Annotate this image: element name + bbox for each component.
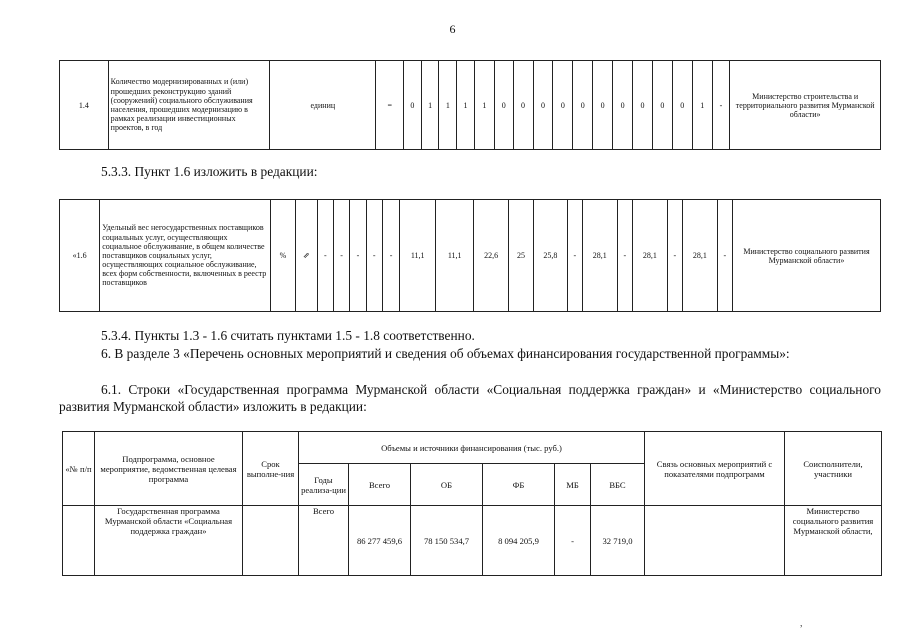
trend-arrow-icon: ⇗ [295, 200, 317, 312]
row-number [63, 506, 95, 576]
financing-table [62, 431, 882, 576]
value-cell: - [366, 200, 382, 312]
value-cell: 0 [613, 61, 633, 150]
header-total: Всего [349, 464, 411, 506]
value-cell: 22,6 [474, 200, 509, 312]
value-cell: 1 [457, 61, 475, 150]
coexecutors-cell: Министерство социального развития Мурманской области, [785, 506, 882, 576]
header-ob: ОБ [411, 464, 483, 506]
table-row [60, 61, 881, 150]
value-cell: 0 [672, 61, 692, 150]
unit-cell: % [270, 200, 295, 312]
table-row [60, 200, 881, 312]
paragraph-6-1: 6.1. Строки «Государственная программа Мурманской области «Социальная поддержка граждан» и «Министерство социального развития Мурманской области» изложить в редакции: [59, 382, 881, 414]
page-number: 6 [449, 22, 456, 36]
value-cell: 0 [404, 61, 422, 150]
row-number: 1.4 [60, 61, 109, 150]
value-cell: - [717, 200, 732, 312]
trend-cell: = [376, 61, 404, 150]
value-cell: - [567, 200, 582, 312]
mb-cell: - [555, 506, 591, 576]
value-cell: - [667, 200, 682, 312]
header-volumes: Объемы и источники финансирования (тыс. руб.) [299, 432, 645, 464]
header-number: «№ п/п [63, 432, 95, 506]
value-cell: 0 [593, 61, 613, 150]
value-cell: 25 [508, 200, 533, 312]
value-cell: 28,1 [682, 200, 717, 312]
scan-mark: , [800, 618, 803, 629]
unit-cell: единиц [270, 61, 376, 150]
paragraph-5-3-4: 5.3.4. Пункты 1.3 - 1.6 считать пунктами 1.5 - 1.8 соответственно. [101, 328, 475, 343]
value-cell: 25,8 [533, 200, 567, 312]
paragraph-5-3-3: 5.3.3. Пункт 1.6 изложить в редакции: [101, 164, 318, 179]
fb-cell: 8 094 205,9 [483, 506, 555, 576]
links-cell [645, 506, 785, 576]
value-cell: - [317, 200, 333, 312]
paragraph-6: 6. В разделе 3 «Перечень основных мероприятий и сведения об объемах финансирования государственной программы»: [101, 346, 790, 361]
row-number: «1.6 [60, 200, 100, 312]
header-program: Подпрограмма, основное мероприятие, ведомственная целевая программа [95, 432, 243, 506]
value-cell: 0 [633, 61, 653, 150]
value-cell: - [333, 200, 349, 312]
executor-cell: Министерство социального развития Мурманской области» [732, 200, 880, 312]
value-cell: 28,1 [582, 200, 617, 312]
total-cell: 86 277 459,6 [349, 506, 411, 576]
header-links: Связь основных мероприятий с показателями подпрограмм [645, 432, 785, 506]
header-coexecutors: Соисполнители, участники [785, 432, 882, 506]
header-fb: ФБ [483, 464, 555, 506]
value-cell: 11,1 [400, 200, 436, 312]
value-cell: - [617, 200, 632, 312]
header-years: Годы реализа-ции [299, 464, 349, 506]
value-cell: - [712, 61, 730, 150]
indicator-name: Количество модернизированных и (или) прошедших реконструкцию зданий (сооружений) социального обслуживания населения, прошедших модернизацию в рамках реализации инвестиционных проектов, в год [108, 61, 270, 150]
ob-cell: 78 150 534,7 [411, 506, 483, 576]
term-cell [243, 506, 299, 576]
value-cell: - [382, 200, 399, 312]
value-cell: 11,1 [436, 200, 474, 312]
value-cell: 0 [652, 61, 672, 150]
indicator-name: Удельный вес негосударственных поставщиков социальных услуг, осуществляющих социальное обслуживание, в общем количестве поставщиков социальных услуг, осуществляющих социальное обслуживание, всех форм собственности, включенных в реестр поставщиков [100, 200, 271, 312]
program-name: Государственная программа Мурманской области «Социальная поддержка граждан» [95, 506, 243, 576]
value-cell: 0 [513, 61, 533, 150]
header-mb: МБ [555, 464, 591, 506]
table-row [63, 506, 882, 576]
value-cell: - [350, 200, 366, 312]
indicator-table-1-4 [59, 60, 881, 150]
header-term: Срок выполне-ния [243, 432, 299, 506]
value-cell: 28,1 [632, 200, 667, 312]
header-vbs: ВБС [591, 464, 645, 506]
years-cell: Всего [299, 506, 349, 576]
value-cell: 1 [692, 61, 712, 150]
executor-cell: Министерство строительства и территориального развития Мурманской области» [730, 61, 881, 150]
value-cell: 1 [439, 61, 457, 150]
value-cell: 0 [533, 61, 553, 150]
value-cell: 1 [421, 61, 439, 150]
value-cell: 0 [494, 61, 513, 150]
indicator-table-1-6 [59, 199, 881, 312]
value-cell: 0 [553, 61, 573, 150]
vbs-cell: 32 719,0 [591, 506, 645, 576]
value-cell: 0 [573, 61, 593, 150]
value-cell: 1 [474, 61, 494, 150]
